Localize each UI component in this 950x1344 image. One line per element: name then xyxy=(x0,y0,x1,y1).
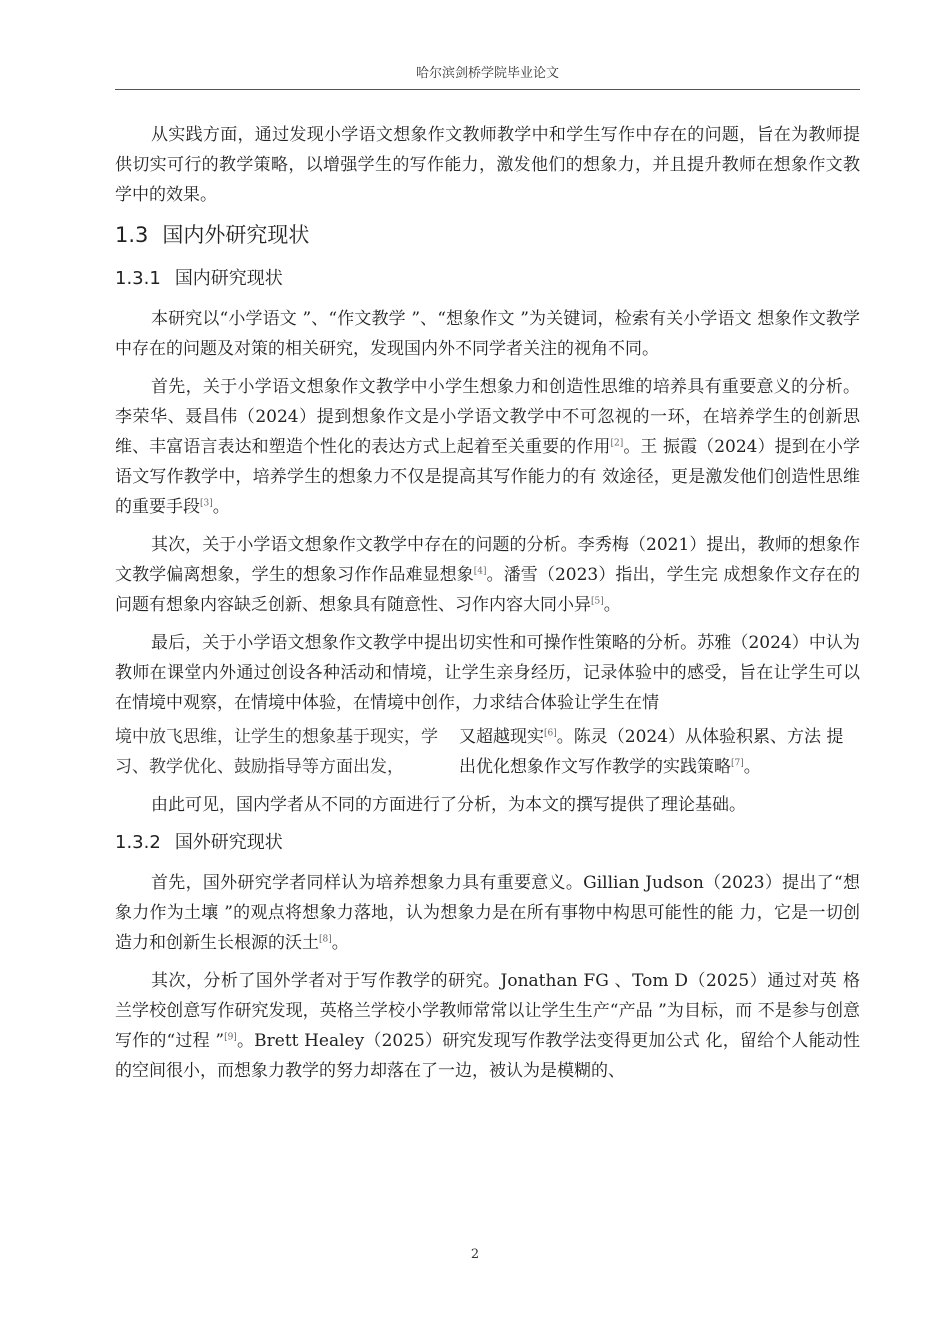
citation-7[interactable]: [7] xyxy=(731,758,744,769)
paragraph-foreign-first-text-b: 。 xyxy=(331,933,349,953)
fragment-right-text-b: 。陈灵（2024）从体验积累、方法 提出优化想象作文写作教学的实践策略 xyxy=(459,727,844,777)
paragraph-keywords: 本研究以“小学语文 ”、“作文教学 ”、“想象作文 ”为关键词，检索有关小学语文 想象作文教学中存在的问题及对策的相关研究，发现国内外不同学者关注的视角不同。 xyxy=(115,309,860,359)
paragraph-conclusion: 由此可见，国内学者从不同的方面进行了分析，为本文的撰写提供了理论基础。 xyxy=(151,795,746,815)
citation-2[interactable]: [2] xyxy=(610,438,624,449)
subsection-heading-1-3-1 xyxy=(115,264,860,294)
fragment-left: 境中放飞思维，让学生的想象基于现实，学习、教学优化、鼓励指导等方面出发， xyxy=(115,727,438,777)
body-text xyxy=(115,120,860,1094)
paragraph-foreign-second-text-b: 。Brett Healey（2025）研究发现写作教学法变得更加公式 化，留给个人能动性的空间很小，而想象力教学的努力却落在了一边，被认为是模糊的、 xyxy=(115,1031,860,1081)
paragraph-last: 最后，关于小学语文想象作文教学中提出切实性和可操作性策略的分析。苏雅（2024）中认为教师在课堂内外通过创设各种活动和情境，让学生亲身经历，记录体验中的感受，旨在让学生可以在情境中观察，在情境中体验，在情境中创作，力求结合体验让学生在情 xyxy=(115,633,860,713)
paragraph-foreign-first-text: 首先，国外研究学者同样认为培养想象力具有重要意义。Gillian Judson（2023）提出了“想象力作为土壤 ”的观点将想象力落地，认为想象力是在所有事物中构思可能性的能 力，它是一切创造力和创新生长根源的沃土 xyxy=(115,873,860,953)
section-heading-1-3 xyxy=(115,218,860,252)
paragraph-foreign-second-text: 其次，分析了国外学者对于写作教学的研究。Jonathan FG 、Tom D（2025）通过对英 格兰学校创意写作研究发现，英格兰学校小学教师常常以让学生生产“产品 ”为目标，而 不是参与创意写作的“过程 ” xyxy=(115,971,860,1051)
paragraph-second xyxy=(115,530,860,620)
paragraph-first-text-b: 。王 振霞（2024）提到在小学语文写作教学中，培养学生的想象力不仅是提高其写作能力的有 效途径，更是激发他们创造性思维的重要手段 xyxy=(115,437,861,517)
citation-4[interactable]: [4] xyxy=(473,566,487,577)
page-header: 哈尔滨剑桥学院毕业论文 xyxy=(115,62,860,90)
paragraph-first-text-c: 。 xyxy=(212,497,230,517)
fragment-right-text-c: 。 xyxy=(743,757,761,777)
fragment-right xyxy=(459,722,860,782)
fragment-right-text-a: 又超越现实 xyxy=(459,727,544,747)
paragraph-practice: 从实践方面，通过发现小学语文想象作文教师教学中和学生写作中存在的问题，旨在为教师提供切实可行的教学策略，以增强学生的写作能力，激发他们的想象力，并且提升教师在想象作文教学中的效果。 xyxy=(115,125,860,205)
paragraph-second-text: 其次，关于小学语文想象作文教学中存在的问题的分析。李秀梅（2021）提出，教师的想象作文教学偏离想象，学生的想象习作作品难显想象 xyxy=(115,535,860,585)
paragraph-first xyxy=(115,372,860,522)
citation-3[interactable]: [3] xyxy=(200,498,213,509)
citation-8[interactable]: [8] xyxy=(319,934,332,945)
section-title: 国内外研究现状 xyxy=(162,223,310,247)
subsection-title: 国内研究现状 xyxy=(174,268,283,289)
subsection-number: 1.3.2 xyxy=(115,832,161,853)
subsection-number: 1.3.1 xyxy=(115,268,161,289)
subsection-title: 国外研究现状 xyxy=(174,832,283,853)
citation-6[interactable]: [6] xyxy=(544,728,557,739)
citation-9[interactable]: [9] xyxy=(224,1032,237,1043)
citation-5[interactable]: [5] xyxy=(591,596,604,607)
paragraph-first-text: 首先，关于小学语文想象作文教学中小学生想象力和创造性思维的培养具有重要意义的分析。李荣华、聂昌伟（2024）提到想象作文是小学语文教学中不可忽视的一环，在培养学生的创新思维、丰富语言表达和塑造个性化的表达方式上起着至关重要的作用 xyxy=(115,377,860,457)
two-column-fragment xyxy=(115,722,860,782)
subsection-heading-1-3-2 xyxy=(115,828,860,858)
section-number: 1.3 xyxy=(115,223,149,247)
paragraph-foreign-second xyxy=(115,966,860,1086)
paragraph-second-text-c: 。 xyxy=(603,595,621,615)
page-number: 2 xyxy=(470,1247,480,1262)
paragraph-second-text-b: 。潘雪（2023）指出，学生完 成想象作文存在的问题有想象内容缺乏创新、想象具有随意性、习作内容大同小异 xyxy=(115,565,861,615)
paragraph-foreign-first xyxy=(115,868,860,958)
